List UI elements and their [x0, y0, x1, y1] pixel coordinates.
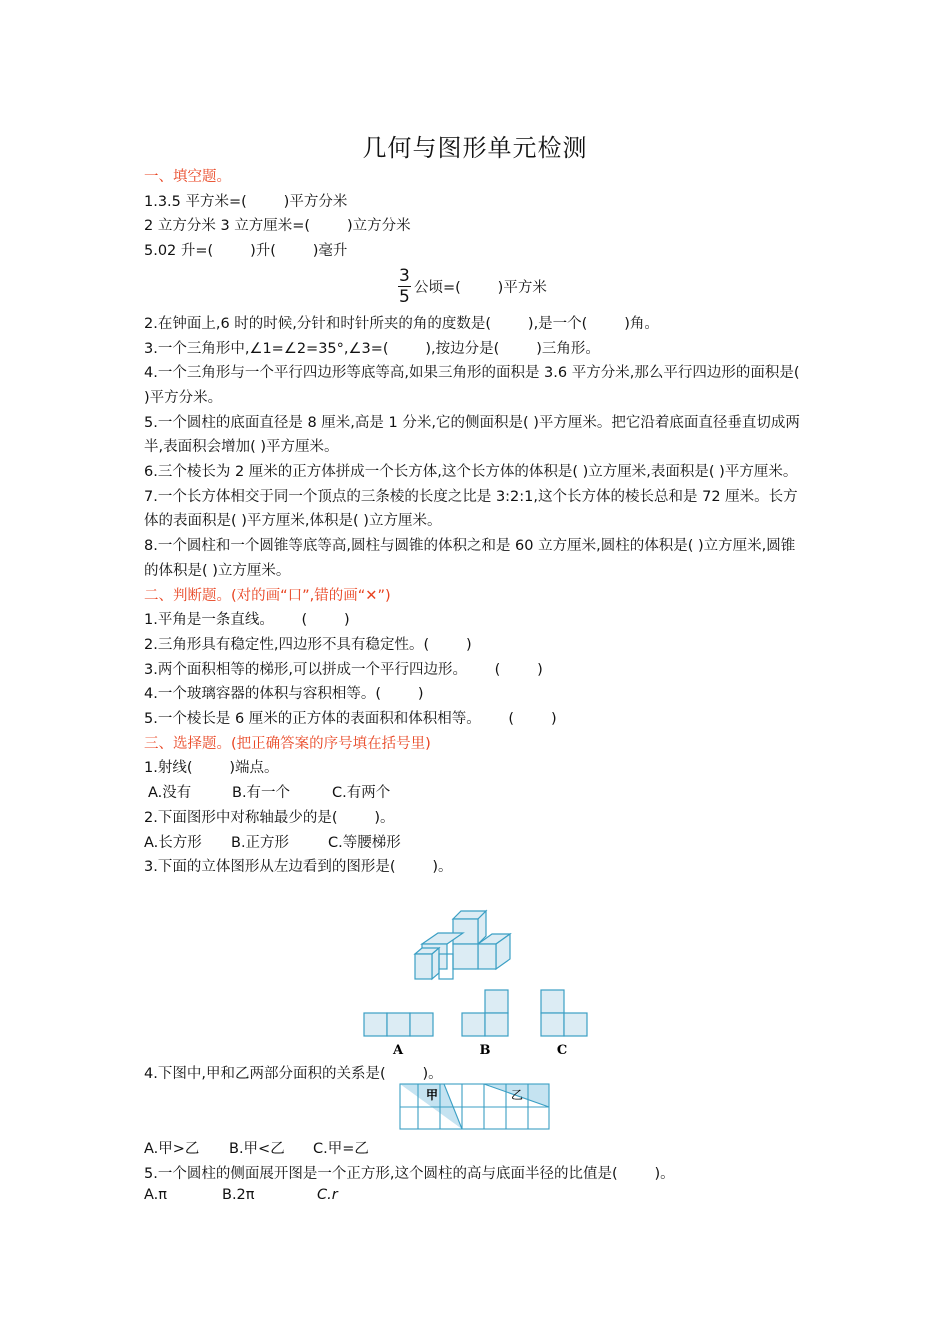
choice-2: 2.下面图形中对称轴最少的是( )。 — [144, 809, 395, 826]
section-judge-heading: 二、判断题。(对的画“口”,错的画“✕”) — [144, 587, 391, 604]
view-c-label: C — [556, 1043, 568, 1058]
judge-1: 1.平角是一条直线。 ( ) — [144, 612, 350, 629]
section-fill-heading: 一、填空题。 — [144, 169, 231, 185]
choice-5: 5.一个圆柱的侧面展开图是一个正方形,这个圆柱的高与底面半径的比值是( )。 — [144, 1166, 675, 1182]
fraction-numerator: 3 — [399, 265, 410, 286]
fill-q4: 4.一个三角形与一个平行四边形等底等高,如果三角形的面积是 3.6 平方分米,那么平行四边形的面积是( )平方分米。 — [144, 365, 800, 406]
choice-5-opt-b: B.2π — [222, 1187, 255, 1203]
choice-3: 3.下面的立体图形从左边看到的图形是( )。 — [144, 859, 453, 876]
fill-q8: 8.一个圆柱和一个圆锥等底等高,圆柱与圆锥的体积之和是 60 立方厘米,圆柱的体积是( )立方厘米,圆锥的体积是( )立方厘米。 — [144, 538, 796, 579]
choice-2-opt-a: A.长方形 — [144, 834, 202, 851]
choice-4-opt-c: C.甲=乙 — [313, 1141, 369, 1157]
choice-4-options — [144, 1137, 369, 1158]
choice-1: 1.射线( )端点。 — [144, 760, 279, 777]
choice-2-opt-b: B.正方形 — [231, 834, 290, 851]
fill-q1a: 1.3.5 平方米=( )平方分米 — [144, 193, 348, 210]
page-title: 几何与图形单元检测 — [362, 134, 588, 162]
judge-2: 2.三角形具有稳定性,四边形不具有稳定性。( ) — [144, 636, 472, 653]
worksheet-body — [144, 165, 809, 880]
choice-5-opt-c: C.r — [317, 1187, 338, 1203]
cube-stack-figure-icon — [358, 906, 598, 1062]
choice-2-options — [144, 831, 809, 856]
choice-1-opt-c: C.有两个 — [332, 785, 391, 802]
fill-q1c: 5.02 升=( )升( )毫升 — [144, 243, 348, 260]
choice-1-opt-b: B.有一个 — [232, 785, 291, 802]
view-c — [541, 990, 587, 1036]
fraction-denominator: 5 — [399, 286, 410, 307]
fraction-tail: 公顷=( )平方米 — [414, 279, 547, 296]
choice-4-opt-b: B.甲<乙 — [229, 1141, 285, 1157]
fill-q2: 2.在钟面上,6 时的时候,分针和时针所夹的角的度数是( ),是一个( )角。 — [144, 315, 659, 332]
fill-q1b: 2 立方分米 3 立方厘米=( )立方分米 — [144, 218, 411, 235]
view-a-label: A — [392, 1043, 404, 1058]
fill-q1d — [144, 264, 809, 312]
choice-4-opt-a: A.甲>乙 — [144, 1141, 200, 1157]
judge-3: 3.两个面积相等的梯形,可以拼成一个平行四边形。 ( ) — [144, 661, 543, 678]
fraction — [398, 266, 411, 307]
choice-5-opt-a: A.π — [144, 1187, 168, 1203]
judge-4: 4.一个玻璃容器的体积与容积相等。( ) — [144, 686, 424, 703]
view-b — [462, 990, 508, 1036]
choice-1-opt-a: A.没有 — [148, 785, 192, 802]
choice-2-opt-c: C.等腰梯形 — [328, 834, 401, 851]
region-yi-label: 乙 — [510, 1088, 524, 1102]
judge-5: 5.一个棱长是 6 厘米的正方体的表面积和体积相等。 ( ) — [144, 711, 557, 728]
fill-q3: 3.一个三角形中,∠1=∠2=35°,∠3=( ),按边分是( )三角形。 — [144, 340, 600, 357]
view-a — [364, 1013, 433, 1036]
choice-4: 4.下图中,甲和乙两部分面积的关系是( )。 — [144, 1066, 443, 1082]
fill-q5: 5.一个圆柱的底面直径是 8 厘米,高是 1 分米,它的侧面积是( )平方厘米。把它沿着底面直径垂直切成两半,表面积会增加( )平方厘米。 — [144, 414, 800, 456]
region-jia-label: 甲 — [425, 1088, 439, 1102]
view-b-label: B — [479, 1043, 491, 1058]
cube-stack — [415, 911, 510, 979]
fill-q7: 7.一个长方体相交于同一个顶点的三条棱的长度之比是 3:2:1,这个长方体的棱长总和是 72 厘米。长方体的表面积是( )平方厘米,体积是( )立方厘米。 — [144, 488, 798, 530]
fill-q6: 6.三个棱长为 2 厘米的正方体拼成一个长方体,这个长方体的体积是( )立方厘米,表面积是( )平方厘米。 — [144, 464, 798, 481]
choice-5-options — [144, 1187, 338, 1203]
grid-figure-icon — [399, 1083, 551, 1131]
choice-1-options — [144, 781, 809, 806]
section-choice-heading: 三、选择题。(把正确答案的序号填在括号里) — [144, 735, 431, 752]
